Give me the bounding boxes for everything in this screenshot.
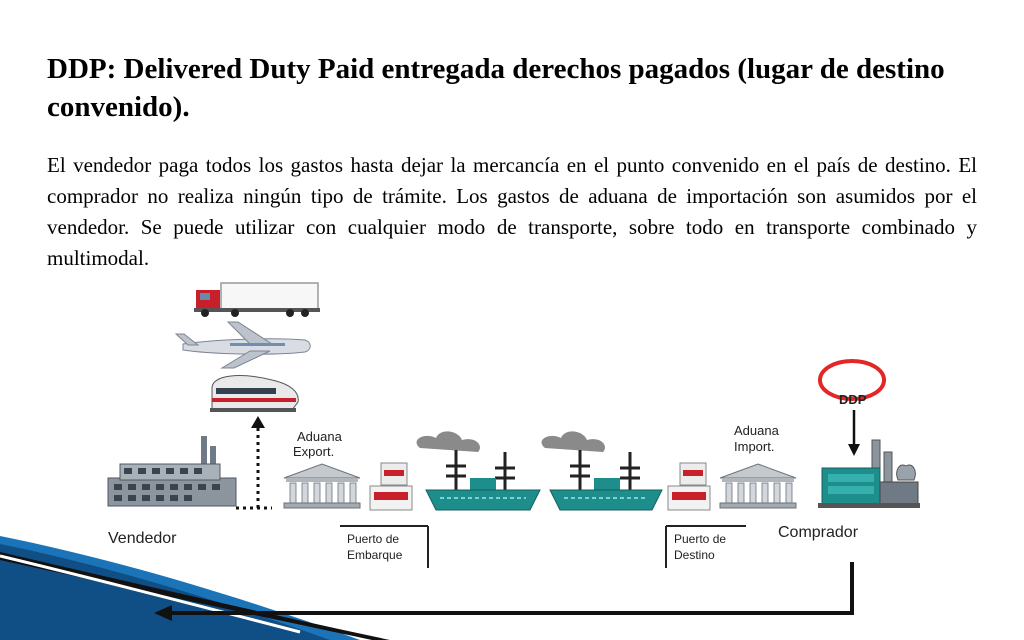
port-shipment-label-line1: Puerto de xyxy=(347,532,400,546)
slide-description: El vendedor paga todos los gastos hasta dejar la mercancía en el punto convenido en el país de destino. El comprador no realiza ningún tipo de trámite. Los gastos de aduana de importación son asumidos por el vendedor. Se puede utilizar con cualquier modo de transporte, sobre todo en transporte combinado y multimodal. xyxy=(47,153,977,270)
port-shipment-label-line2: Embarque xyxy=(347,548,403,562)
port-destination-label-line2: Destino xyxy=(674,548,715,562)
customs-import-label-line2: Import. xyxy=(734,439,775,454)
port-containers-shipment-icon xyxy=(370,463,412,510)
ddp-marker-label: DDP xyxy=(839,392,867,407)
slide-title: DDP: Delivered Duty Paid entregada derechos pagados (lugar de destino convenido). xyxy=(47,53,945,123)
customs-export-building-icon xyxy=(284,464,360,508)
seller-factory-icon xyxy=(108,436,236,506)
customs-import-building-icon xyxy=(720,464,796,508)
return-flow-arrow xyxy=(154,562,852,621)
buyer-label: Comprador xyxy=(778,524,859,541)
port-destination-label-line1: Puerto de xyxy=(674,532,727,546)
train-icon xyxy=(210,376,298,412)
customs-import-label-line1: Aduana xyxy=(734,423,779,438)
buyer-plant-icon xyxy=(818,440,920,508)
airplane-icon xyxy=(176,322,310,368)
cargo-ship-icon xyxy=(542,431,662,510)
customs-export-label-line2: Export. xyxy=(293,444,335,459)
customs-export-label-line1: Aduana xyxy=(297,429,342,444)
port-containers-destination-icon xyxy=(668,463,710,510)
decorative-swoosh xyxy=(0,536,390,640)
truck-icon xyxy=(194,283,320,317)
cargo-ship-icon xyxy=(417,431,540,510)
seller-label: Vendedor xyxy=(108,530,177,547)
ddp-down-arrow-icon xyxy=(848,410,860,456)
transport-dotted-arrow xyxy=(236,416,272,508)
